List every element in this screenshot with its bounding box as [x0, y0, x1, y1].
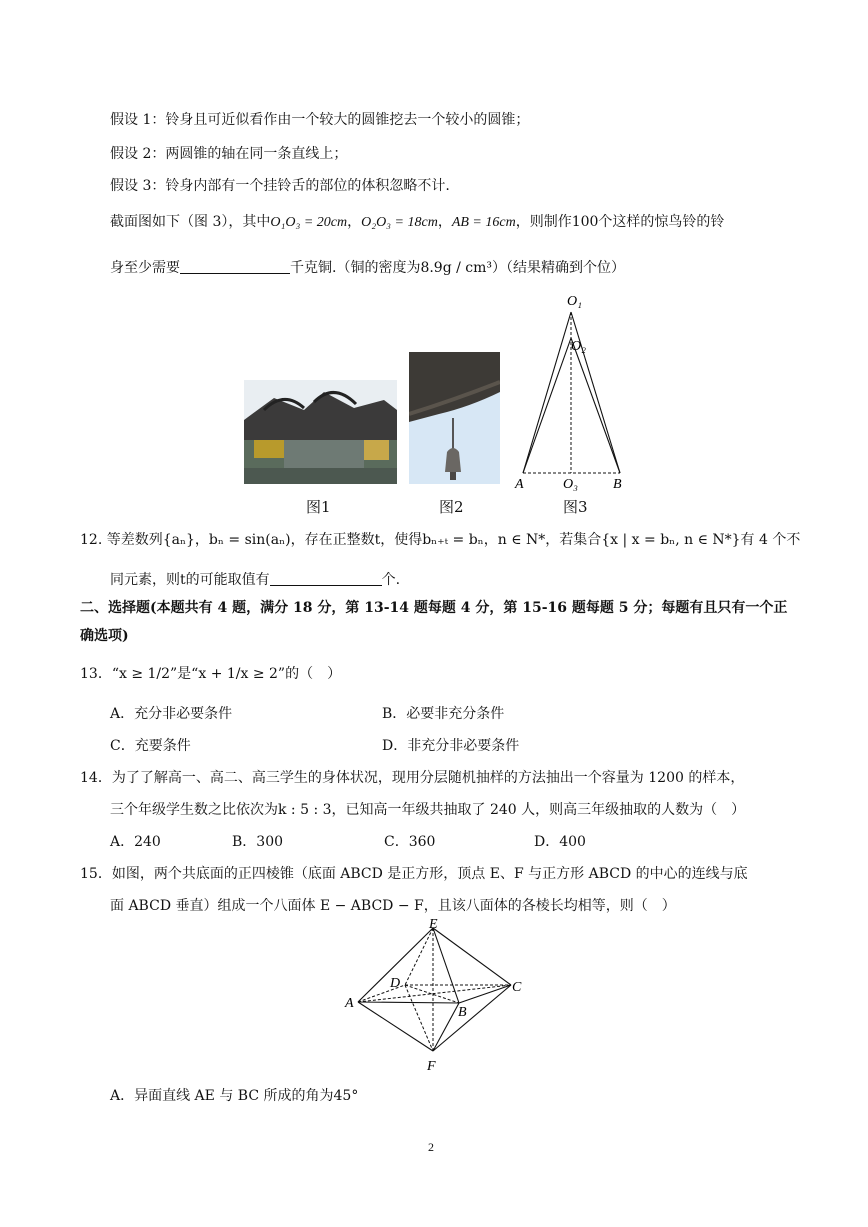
- q11-line2-b: 千克铜.（铜的密度为8.9g / cm³）（结果精确到个位）: [290, 260, 626, 276]
- q14-option-d: D．400: [534, 834, 586, 850]
- q11-line1-b: ，则制作100个这样的惊鸟铃的铃: [515, 214, 725, 230]
- oct-label-E: E: [429, 917, 438, 932]
- fig3-edge-AO1: [523, 312, 571, 473]
- figure-3-diagram: [505, 290, 635, 495]
- fig3-edge-BO2: [571, 338, 620, 473]
- oct-label-D: D: [390, 976, 401, 991]
- q11-answer-blank: [180, 259, 290, 274]
- oct-label-A: A: [345, 996, 354, 1011]
- q13-option-a: A．充分非必要条件: [110, 706, 233, 722]
- q13-option-c: C．充要条件: [110, 738, 191, 754]
- caption-fig1: 图1: [306, 498, 331, 516]
- q12-line2: [110, 570, 400, 590]
- fig3-label-O1: O₁: [567, 294, 582, 309]
- q13-stem: 13．“x ≥ 1/2”是“x + 1/x ≥ 2”的（ ）: [80, 666, 342, 682]
- figure-2-photo: [409, 352, 500, 484]
- assumption-2: 假设 2：两圆锥的轴在同一条直线上；: [110, 146, 348, 162]
- q11-line2-a: 身至少需要: [110, 260, 180, 276]
- q14-line1: 14．为了了解高一、高二、高三学生的身体状况，现用分层随机抽样的方法抽出一个容量为 1200 的样本，: [80, 770, 745, 786]
- fig3-label-A: A: [515, 477, 524, 492]
- oct-label-B: B: [458, 1005, 467, 1020]
- q11-line2: [110, 258, 625, 278]
- q11-ab: AB = 16cm: [451, 215, 516, 230]
- fig3-label-B: B: [613, 477, 622, 492]
- q12-line2-a: 同元素，则t的可能取值有: [110, 572, 270, 588]
- oct-label-F: F: [427, 1059, 436, 1074]
- q11-o1o3: O₁O₃ = 20cm: [270, 215, 348, 230]
- q12-line1: [80, 530, 800, 550]
- section2-heading-line1: 二、选择题(本题共有 4 题，满分 18 分，第 13-14 题每题 4 分，第 15-16 题每题 5 分；每题有且只有一个正: [80, 600, 788, 616]
- q12-answer-blank: [270, 571, 382, 586]
- page-number: 2: [428, 1140, 434, 1154]
- fig3-edge-AO2: [523, 338, 571, 473]
- octahedron-diagram: [340, 915, 530, 1075]
- q13-option-d: D．非充分非必要条件: [382, 738, 520, 754]
- assumption-3: 假设 3：铃身内部有一个挂铃舌的部位的体积忽略不计.: [110, 178, 450, 194]
- fig3-label-O2: O₂: [571, 339, 586, 354]
- q15-option-a: A．异面直线 AE 与 BC 所成的角为45°: [110, 1088, 359, 1104]
- q11-line1-a: 截面图如下（图 3），其中: [110, 214, 271, 230]
- q11-o2o3: O₂O₃ = 18cm: [361, 215, 438, 230]
- q14-option-a: A．240: [110, 834, 161, 850]
- q15-line1: 15．如图，两个共底面的正四棱锥（底面 ABCD 是正方形，顶点 E、F 与正方形 ABCD 的中心的连线与底: [80, 866, 748, 882]
- q11-line1: 截面图如下（图 3），其中O₁O₃ = 20cm，O₂O₃ = 18cm，AB = 16cm，则制作100个这样的惊鸟铃的铃: [110, 214, 725, 230]
- assumption-1: 假设 1：铃身且可近似看作由一个较大的圆锥挖去一个较小的圆锥；: [110, 112, 530, 128]
- q13-option-b: B．必要非充分条件: [382, 706, 505, 722]
- section2-heading-line2: 确选项): [80, 628, 129, 644]
- q12-number: 12.: [80, 532, 103, 548]
- fig3-label-O3: O₃: [563, 477, 578, 492]
- caption-fig3: 图3: [563, 498, 588, 516]
- caption-fig2: 图2: [439, 498, 464, 516]
- q12-line2-b: 个.: [381, 572, 401, 588]
- q14-option-c: C．360: [384, 834, 436, 850]
- q14-option-b: B．300: [232, 834, 284, 850]
- q15-line2: 面 ABCD 垂直）组成一个八面体 E − ABCD − F，且该八面体的各棱长均相等，则（ ）: [110, 898, 676, 914]
- q12-line1-text: 等差数列{aₙ}，bₙ = sin(aₙ)，存在正整数t，使得bₙ₊ₜ = bₙ，n ∈ N*，若集合{x | x = bₙ, n ∈ N*}有 4 个不: [106, 532, 801, 548]
- figure-1-photo: [244, 380, 397, 484]
- oct-label-C: C: [512, 980, 522, 995]
- fig3-edge-BO1: [571, 312, 620, 473]
- q14-line2: 三个年级学生数之比依次为k : 5 : 3，已知高一年级共抽取了 240 人，则高三年级抽取的人数为（ ）: [110, 802, 746, 818]
